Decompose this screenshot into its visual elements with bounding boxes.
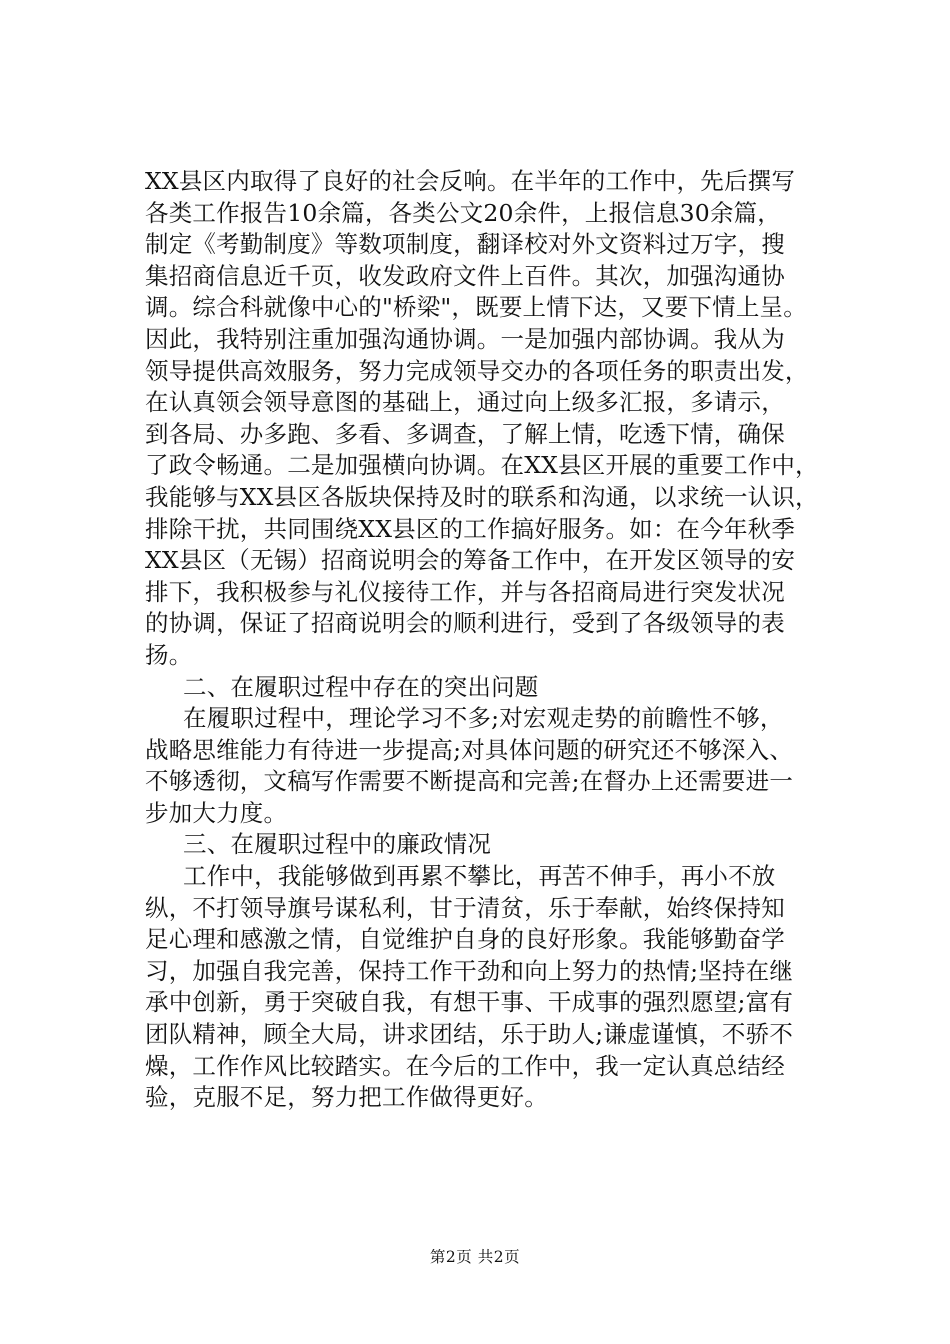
text-line: 领导提供高效服务，努力完成领导交办的各项任务的职责出发， [145,356,809,385]
text-line: 不够透彻，文稿写作需要不断提高和完善;在督办上还需要进一 [145,767,794,796]
text-line: 在履职过程中，理论学习不多;对宏观走势的前瞻性不够， [183,704,784,733]
text-line: 燥，工作作风比较踏实。在今后的工作中，我一定认真总结经 [145,1051,785,1080]
page-number-footer: 第2页 共2页 [429,1248,521,1266]
text-line: 团队精神，顾全大局，讲求团结，乐于助人;谦虚谨慎，不骄不 [145,1020,794,1049]
text-line: 我能够与XX县区各版块保持及时的联系和沟通，以求统一认识， [145,482,819,511]
text-line: 足心理和感激之情，自觉维护自身的良好形象。我能够勤奋学 [145,925,785,954]
text-line: 的协调，保证了招商说明会的顺利进行，受到了各级领导的表 [145,609,785,638]
text-line: 各类工作报告10余篇，各类公文20余件，上报信息30余篇， [145,198,782,227]
text-line: 纵，不打领导旗号谋私利，甘于清贫，乐于奉献，始终保持知 [145,893,785,922]
text-line: 在认真领会领导意图的基础上，通过向上级多汇报，多请示， [145,388,785,417]
text-line: 集招商信息近千页，收发政府文件上百件。其次，加强沟通协 [145,261,785,290]
text-line: 排除干扰，共同围绕XX县区的工作搞好服务。如：在今年秋季 [145,514,796,543]
text-line: 调。综合科就像中心的"桥梁"，既要上情下达，又要下情上呈。 [145,293,807,322]
text-line: 验，克服不足，努力把工作做得更好。 [145,1083,548,1112]
section-heading: 三、在履职过程中的廉政情况 [183,830,492,859]
text-line: 习，加强自我完善，保持工作干劲和向上努力的热情;坚持在继 [145,956,794,985]
document-body [145,166,845,1114]
text-line: 承中创新，勇于突破自我，有想干事、干成事的强烈愿望;富有 [145,988,794,1017]
section-heading: 二、在履职过程中存在的突出问题 [183,672,539,701]
text-line: 工作中，我能够做到再累不攀比，再苦不伸手，再小不放 [183,862,776,891]
text-line: 战略思维能力有待进一步提高;对具体问题的研究还不够深入、 [145,735,794,764]
text-line: 了政令畅通。二是加强横向协调。在XX县区开展的重要工作中， [145,451,819,480]
text-line: XX县区内取得了良好的社会反响。在半年的工作中，先后撰写 [145,167,796,195]
text-line: 制定《考勤制度》等数项制度，翻译校对外文资料过万字，搜 [145,230,785,259]
text-line: 因此，我特别注重加强沟通协调。一是加强内部协调。我从为 [145,324,785,353]
text-line: 排下，我积极参与礼仪接待工作，并与各招商局进行突发状况 [145,577,785,606]
text-line: XX县区（无锡）招商说明会的筹备工作中，在开发区领导的安 [145,546,796,575]
text-line: 扬。 [145,640,193,669]
text-line: 步加大力度。 [145,798,288,827]
text-line: 到各局、办多跑、多看、多调查，了解上情，吃透下情，确保 [145,419,785,448]
